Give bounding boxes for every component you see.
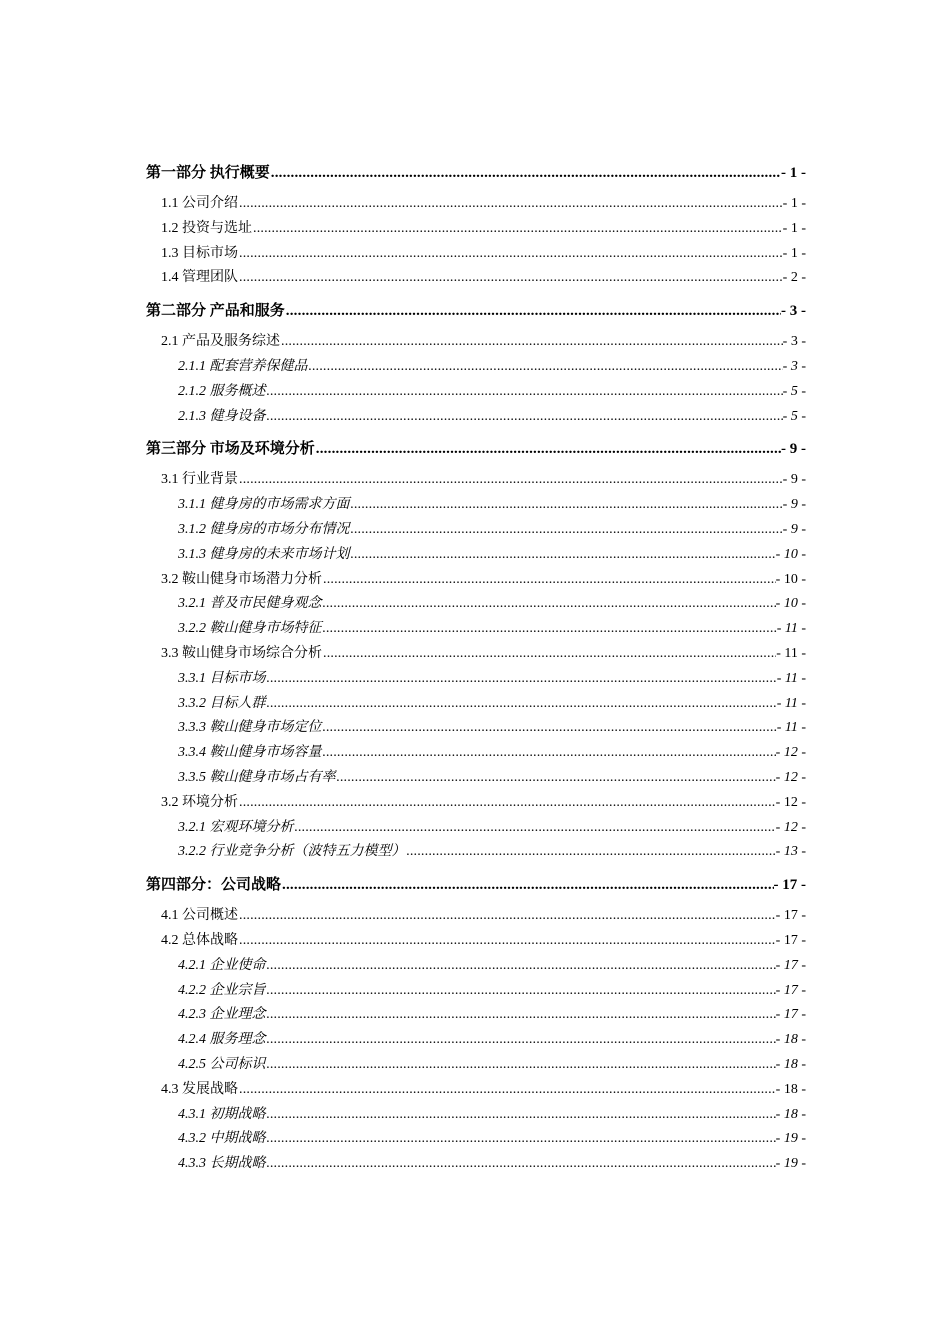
toc-entry-label: 3.3.5 鞍山健身市场占有率	[178, 769, 336, 785]
toc-dot-leader	[239, 791, 776, 816]
toc-dot-leader	[239, 904, 776, 929]
toc-entry-label: 3.2 鞍山健身市场潜力分析	[161, 571, 322, 587]
toc-page-number: - 11 -	[776, 645, 806, 661]
toc-subsection-entry[interactable]	[146, 692, 806, 717]
toc-entry-label: 3.2.1 宏观环境分析	[178, 819, 294, 835]
toc-subsection-entry[interactable]	[146, 667, 806, 692]
toc-entry-label: 3.2.2 鞍山健身市场特征	[178, 621, 322, 637]
toc-entry-label: 1.1 公司介绍	[161, 196, 238, 211]
toc-dot-leader	[281, 330, 783, 355]
toc-entry-label: 4.2.3 企业理念	[178, 1007, 266, 1023]
toc-page-number: - 19 -	[775, 1131, 806, 1147]
toc-entry-label: 第三部分 市场及环境分析	[146, 441, 315, 458]
toc-page-number: - 18 -	[775, 1032, 806, 1048]
table-of-contents	[146, 158, 806, 1177]
toc-dot-leader	[267, 1003, 776, 1028]
toc-dot-leader	[267, 1103, 776, 1128]
toc-part-heading[interactable]	[146, 870, 806, 900]
toc-page-number: - 18 -	[775, 1081, 806, 1097]
toc-entry-label: 3.1.1 健身房的市场需求方面	[178, 497, 350, 513]
toc-dot-leader	[309, 355, 783, 380]
toc-page-number: - 12 -	[775, 745, 806, 761]
toc-entry-label: 3.1.3 健身房的未来市场计划	[178, 546, 350, 562]
toc-section-entry[interactable]	[146, 1078, 806, 1103]
toc-page-number: - 5 -	[782, 408, 806, 424]
toc-section-entry[interactable]	[146, 904, 806, 929]
toc-dot-leader	[267, 692, 777, 717]
toc-dot-leader	[323, 716, 777, 741]
toc-page-number: - 9 -	[782, 521, 806, 537]
toc-entry-label: 第四部分：公司战略	[146, 877, 282, 894]
toc-dot-leader	[351, 543, 776, 568]
toc-subsection-entry[interactable]	[146, 592, 806, 617]
toc-subsection-entry[interactable]	[146, 766, 806, 791]
toc-dot-leader	[239, 266, 783, 291]
toc-section-entry[interactable]	[146, 242, 806, 267]
toc-entry-label: 3.2.2 行业竞争分析（波特五力模型）	[178, 844, 406, 860]
toc-section-entry[interactable]	[146, 266, 806, 291]
toc-section-entry[interactable]	[146, 192, 806, 217]
toc-page-number: - 3 -	[782, 334, 806, 350]
toc-subsection-entry[interactable]	[146, 405, 806, 430]
toc-page-number: - 10 -	[775, 571, 806, 587]
toc-subsection-entry[interactable]	[146, 840, 806, 865]
toc-dot-leader	[323, 642, 776, 667]
toc-dot-leader	[239, 192, 783, 217]
toc-dot-leader	[337, 766, 776, 791]
toc-dot-leader	[351, 493, 783, 518]
toc-dot-leader	[239, 468, 783, 493]
toc-subsection-entry[interactable]	[146, 954, 806, 979]
toc-page-number: - 19 -	[775, 1156, 806, 1172]
toc-part-heading[interactable]	[146, 158, 806, 188]
toc-dot-leader	[282, 870, 773, 900]
toc-page-number: - 2 -	[782, 270, 806, 286]
toc-subsection-entry[interactable]	[146, 716, 806, 741]
toc-section-entry[interactable]	[146, 217, 806, 242]
toc-section-entry[interactable]	[146, 330, 806, 355]
toc-subsection-entry[interactable]	[146, 1003, 806, 1028]
toc-page-number: - 11 -	[776, 621, 806, 637]
toc-page-number: - 17 -	[775, 908, 806, 924]
toc-subsection-entry[interactable]	[146, 741, 806, 766]
toc-dot-leader	[323, 592, 776, 617]
toc-dot-leader	[239, 1078, 776, 1103]
toc-entry-label: 3.2 环境分析	[161, 794, 238, 810]
toc-section-entry[interactable]	[146, 642, 806, 667]
toc-dot-leader	[267, 1028, 776, 1053]
toc-dot-leader	[351, 518, 783, 543]
toc-entry-label: 4.1 公司概述	[161, 908, 238, 924]
toc-subsection-entry[interactable]	[146, 1103, 806, 1128]
toc-page-number: - 18 -	[775, 1056, 806, 1072]
toc-dot-leader	[323, 568, 776, 593]
toc-dot-leader	[267, 1053, 776, 1078]
toc-dot-leader	[286, 296, 781, 326]
toc-page-number: - 17 -	[775, 982, 806, 998]
toc-dot-leader	[267, 979, 776, 1004]
toc-page-number: - 10 -	[775, 596, 806, 612]
toc-entry-label: 3.3.4 鞍山健身市场容量	[178, 745, 322, 761]
toc-page-number: - 17 -	[775, 932, 806, 948]
toc-page-number: - 13 -	[775, 844, 806, 860]
toc-part-heading[interactable]	[146, 434, 806, 464]
toc-dot-leader	[239, 242, 783, 267]
toc-dot-leader	[267, 667, 777, 692]
toc-entry-label: 4.2.5 公司标识	[178, 1056, 266, 1072]
toc-dot-leader	[316, 434, 781, 464]
toc-page-number: - 3 -	[782, 358, 806, 374]
toc-dot-leader	[295, 816, 776, 841]
toc-subsection-entry[interactable]	[146, 543, 806, 568]
toc-subsection-entry[interactable]	[146, 617, 806, 642]
toc-page-number: - 12 -	[775, 794, 806, 810]
toc-entry-label: 第一部分 执行概要	[146, 165, 270, 181]
toc-entry-label: 4.3.2 中期战略	[178, 1131, 266, 1147]
toc-page-number: - 1 -	[782, 196, 806, 211]
toc-section-entry[interactable]	[146, 468, 806, 493]
toc-entry-label: 2.1.2 服务概述	[178, 383, 266, 399]
toc-entry-label: 3.3.2 目标人群	[178, 695, 266, 711]
toc-section-entry[interactable]	[146, 929, 806, 954]
toc-subsection-entry[interactable]	[146, 493, 806, 518]
toc-entry-label: 4.2.4 服务理念	[178, 1032, 266, 1048]
toc-entry-label: 3.1.2 健身房的市场分布情况	[178, 521, 350, 537]
toc-subsection-entry[interactable]	[146, 1152, 806, 1177]
toc-page-number: - 1 -	[782, 245, 806, 261]
toc-dot-leader	[267, 405, 783, 430]
toc-page-number: - 10 -	[775, 546, 806, 562]
toc-entry-label: 4.2.1 企业使命	[178, 957, 266, 973]
toc-dot-leader	[271, 158, 781, 188]
toc-subsection-entry[interactable]	[146, 979, 806, 1004]
toc-dot-leader	[267, 1127, 776, 1152]
toc-page-number: - 18 -	[775, 1106, 806, 1122]
toc-page-number: - 12 -	[775, 819, 806, 835]
toc-entry-label: 4.2.2 企业宗旨	[178, 982, 266, 998]
toc-dot-leader	[323, 741, 776, 766]
toc-section-entry[interactable]	[146, 568, 806, 593]
toc-entry-label: 4.3 发展战略	[161, 1081, 238, 1097]
toc-dot-leader	[267, 1152, 776, 1177]
toc-page-number: - 17 -	[775, 1007, 806, 1023]
toc-dot-leader	[267, 380, 783, 405]
toc-entry-label: 4.3.3 长期战略	[178, 1156, 266, 1172]
toc-dot-leader	[323, 617, 777, 642]
toc-dot-leader	[407, 840, 776, 865]
toc-subsection-entry[interactable]	[146, 1053, 806, 1078]
toc-page-number: - 11 -	[776, 695, 806, 711]
toc-subsection-entry[interactable]	[146, 816, 806, 841]
toc-page-number: - 1 -	[781, 165, 806, 181]
toc-page-number: - 17 -	[775, 957, 806, 973]
toc-page-number: - 9 -	[782, 472, 806, 488]
toc-part-heading[interactable]	[146, 296, 806, 326]
toc-page-number: - 3 -	[781, 303, 806, 320]
toc-dot-leader	[239, 929, 776, 954]
toc-subsection-entry[interactable]	[146, 1028, 806, 1053]
toc-page-number: - 17 -	[773, 877, 806, 894]
toc-entry-label: 3.3.1 目标市场	[178, 670, 266, 686]
toc-entry-label: 4.3.1 初期战略	[178, 1106, 266, 1122]
toc-dot-leader	[253, 217, 783, 242]
toc-dot-leader	[267, 954, 776, 979]
toc-entry-label: 1.4 管理团队	[161, 270, 238, 286]
toc-page-number: - 9 -	[781, 441, 806, 458]
toc-page-number: - 9 -	[782, 497, 806, 513]
toc-entry-label: 2.1.3 健身设备	[178, 408, 266, 424]
toc-entry-label: 4.2 总体战略	[161, 932, 238, 948]
toc-entry-label: 3.1 行业背景	[161, 472, 238, 488]
toc-subsection-entry[interactable]	[146, 518, 806, 543]
toc-subsection-entry[interactable]	[146, 380, 806, 405]
toc-entry-label: 第二部分 产品和服务	[146, 303, 285, 320]
toc-page-number: - 5 -	[782, 383, 806, 399]
toc-entry-label: 1.2 投资与选址	[161, 220, 252, 236]
toc-subsection-entry[interactable]	[146, 355, 806, 380]
toc-entry-label: 2.1.1 配套营养保健品	[178, 358, 308, 374]
toc-entry-label: 3.3.3 鞍山健身市场定位	[178, 720, 322, 736]
toc-entry-label: 2.1 产品及服务综述	[161, 334, 280, 350]
toc-entry-label: 3.2.1 普及市民健身观念	[178, 596, 322, 612]
toc-entry-label: 3.3 鞍山健身市场综合分析	[161, 645, 322, 661]
toc-page-number: - 11 -	[776, 720, 806, 736]
toc-page-number: - 12 -	[775, 769, 806, 785]
toc-entry-label: 1.3 目标市场	[161, 245, 238, 261]
toc-page-number: - 11 -	[776, 670, 806, 686]
toc-subsection-entry[interactable]	[146, 1127, 806, 1152]
toc-page-number: - 1 -	[782, 220, 806, 236]
toc-section-entry[interactable]	[146, 791, 806, 816]
